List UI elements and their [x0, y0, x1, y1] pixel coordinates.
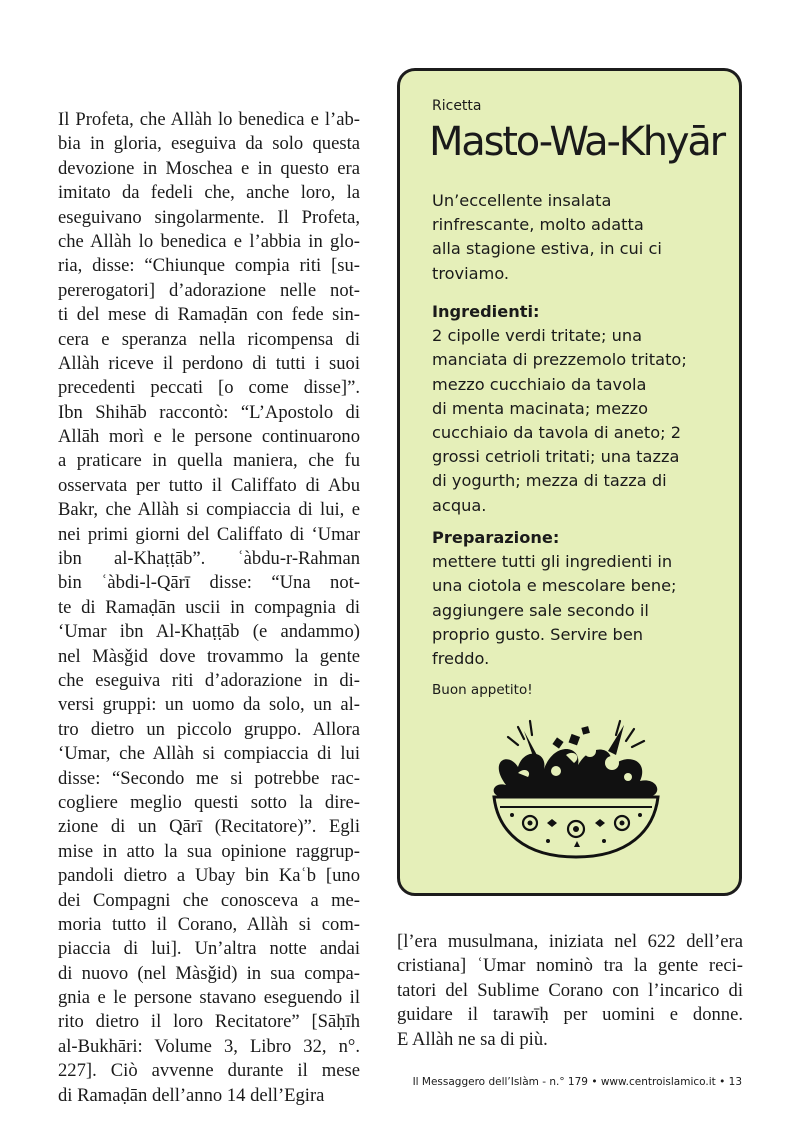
- preparation-heading: Preparazione:: [432, 528, 560, 547]
- ingredient-line: acqua.: [432, 495, 487, 515]
- article-line: nei primi giorni del Califfato di ‘Umar: [58, 523, 360, 545]
- article-line: rito dietro il loro Recitatore” [Sāḥīh: [58, 1011, 360, 1033]
- article-line: cristiana] ʿUmar nominò tra la gente reci-: [397, 955, 743, 977]
- article-line: osservata per tutto il Califfato di Abu: [58, 474, 360, 496]
- article-line: ria, disse: “Chiunque compia riti [su-: [58, 255, 360, 277]
- article-line: mise in atto la sua opinione raggrup-: [58, 840, 360, 862]
- recipe-closing: Buon appetito!: [432, 682, 533, 698]
- page-footer: Il Messaggero dell’Islàm - n.° 179 • www.centroislamico.it • 13: [412, 1076, 742, 1088]
- ingredient-line: di yogurth; mezza di tazza di: [432, 471, 667, 491]
- article-line: pandoli dietro a Ubay bin Kaʿb [uno: [58, 865, 360, 887]
- recipe-title: Masto-Wa-Khyār: [429, 119, 724, 165]
- ingredient-line: 2 cipolle verdi tritate; una: [432, 326, 643, 346]
- article-line: ‘Umar ibn Al-Khaṭṭāb (e andammo): [58, 621, 360, 643]
- article-line: a praticare in quella maniera, che fu: [58, 450, 360, 472]
- article-line: piaccia di lui]. Un’altra notte andai: [58, 938, 360, 960]
- article-line: ibn al-Khaṭṭāb”. ʿàbdu-r-Rahman: [58, 548, 360, 570]
- article-line: Il Profeta, che Allàh lo benedica e l’ab-: [58, 109, 360, 130]
- article-line: Allàh riceve il perdono di tutti i suoi: [58, 352, 360, 374]
- article-line: guidare il tarawīḥ per uomini e donne.: [397, 1004, 743, 1026]
- ingredient-line: di menta macinata; mezzo: [432, 398, 649, 418]
- article-line: di Ramaḍān dell’anno 14 dell’Egira: [58, 1084, 325, 1106]
- article-line: ti del mese di Ramaḍān con fede sin-: [58, 304, 360, 326]
- article-line: bia in gloria, eseguiva da solo questa: [58, 133, 360, 155]
- salad-bowl-icon: [478, 711, 674, 871]
- article-line: nel Màsǧid dove trovammo la gente: [58, 645, 360, 667]
- preparation-line: aggiungere sale secondo il: [432, 600, 649, 620]
- article-line: che Allàh lo benedica e l’abbia in glo-: [58, 230, 360, 252]
- preparation-line: proprio gusto. Servire ben: [432, 624, 644, 644]
- article-line: al-Bukhāri: Volume 3, Libro 32, n°.: [58, 1035, 360, 1057]
- recipe-intro: [432, 189, 732, 286]
- article-line: cera e speranza nella ricompensa di: [58, 328, 360, 350]
- recipe-intro-line: Un’eccellente insalata: [432, 191, 612, 210]
- article-line: Bakr, che Allàh si compiaccia di lui, e: [58, 499, 360, 521]
- ingredient-line: mezzo cucchiaio da tavola: [432, 374, 647, 394]
- article-line: dei Compagni che conosceva a me-: [58, 889, 360, 911]
- recipe-intro-line: troviamo.: [432, 263, 510, 283]
- preparation-line: freddo.: [432, 649, 490, 669]
- bottom-article-column: [397, 930, 743, 1052]
- article-line: moria tutto il Corano, Allàh si com-: [58, 913, 360, 935]
- ingredient-line: grossi cetrioli tritati; una tazza: [432, 447, 680, 467]
- article-line: te di Ramaḍān uscii in compagnia di: [58, 596, 360, 618]
- article-line: pererogatori] d’adorazione nelle not-: [58, 279, 360, 301]
- article-line: cogliere meglio questi sotto la dire-: [58, 791, 360, 813]
- article-line: imitato da fedeli che, anche loro, la: [58, 182, 360, 204]
- article-line: tro dietro un piccolo gruppo. Allora: [58, 718, 360, 740]
- recipe-kicker: Ricetta: [432, 98, 482, 114]
- ingredients-heading: Ingredienti:: [432, 302, 540, 321]
- recipe-box: [397, 68, 742, 896]
- left-article-column: [58, 108, 360, 1108]
- recipe-intro-line: alla stagione estiva, in cui ci: [432, 239, 662, 259]
- article-line: [l’era musulmana, iniziata nel 622 dell’era: [397, 931, 743, 952]
- article-line: di nuovo (nel Màsǧid) in sua compa-: [58, 962, 360, 984]
- article-line: gnia e le persone stavano eseguendo il: [58, 987, 360, 1009]
- recipe-ingredients: [432, 300, 732, 518]
- recipe-intro-line: rinfrescante, molto adatta: [432, 215, 644, 235]
- article-line: Ibn Shihāb raccontò: “L’Apostolo di: [58, 401, 360, 423]
- article-line: precedenti peccati [o come disse]”.: [58, 377, 360, 399]
- preparation-line: una ciotola e mescolare bene;: [432, 576, 677, 596]
- preparation-line: mettere tutti gli ingredienti in: [432, 552, 673, 572]
- ingredient-line: manciata di prezzemolo tritato;: [432, 350, 687, 370]
- article-line: zione di un Qārī (Recitatore)”. Egli: [58, 816, 360, 838]
- article-line: 227]. Ciò avvenne durante il mese: [58, 1060, 360, 1082]
- article-line: bin ʿàbdi-l-Qārī disse: “Una not-: [58, 572, 360, 594]
- article-line: disse: “Secondo me si potrebbe rac-: [58, 767, 360, 789]
- article-line: versi gruppi: un uomo da solo, un al-: [58, 694, 360, 716]
- article-line: eseguivano singolarmente. Il Profeta,: [58, 206, 360, 228]
- article-line: ‘Umar, che Allàh si compiaccia di lui: [58, 743, 360, 765]
- recipe-preparation: [432, 526, 732, 671]
- article-line: Allāh morì e le persone continuarono: [58, 426, 360, 448]
- article-line: tatori del Sublime Corano con l’incarico di: [397, 979, 743, 1001]
- ingredient-line: cucchiaio da tavola di aneto; 2: [432, 423, 682, 443]
- article-line: che eseguiva riti d’adorazione in di-: [58, 669, 360, 691]
- article-line: devozione in Moschea e in questo era: [58, 157, 360, 179]
- article-line: E Allàh ne sa di più.: [397, 1028, 548, 1050]
